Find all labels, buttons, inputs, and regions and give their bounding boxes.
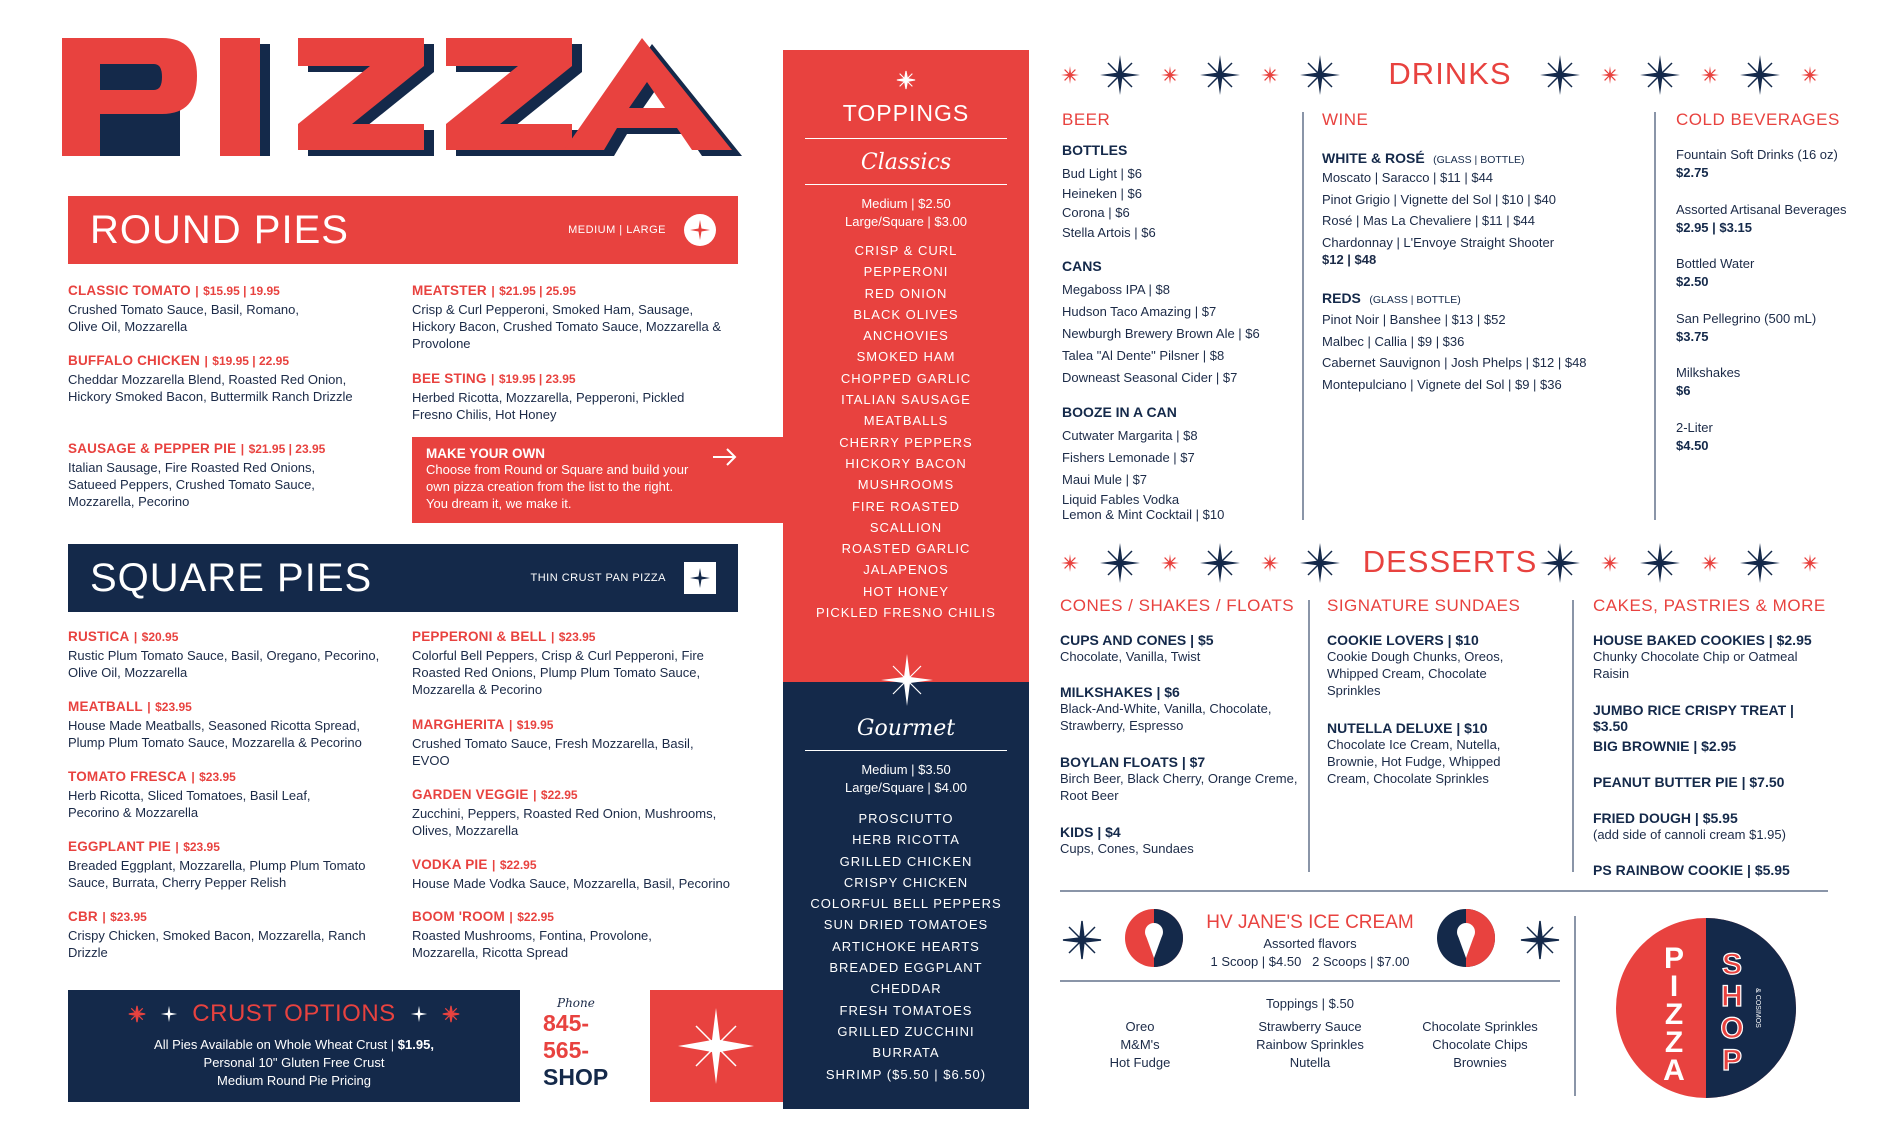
topping-item: SUN DRIED TOMATOES [823, 917, 989, 933]
dessert-name: BIG BROWNIE | $2.95 [1593, 738, 1737, 754]
ice-cream-title: HV JANE'S ICE CREAM [1206, 912, 1414, 933]
drink-item: Downeast Seasonal Cider | $7 [1062, 370, 1238, 385]
menu-item: RUSTICA | $20.95 Rustic Plum Tomato Sauce, Basil, Oregano, Pecorino, Olive Oil, Mozzarella [68, 629, 380, 680]
menu-item: EGGPLANT PIE | $23.95 Breaded Eggplant, Mozzarella, Plump Plum Tomato Sauce, Burrata, Cherry Pepper Relish [68, 839, 366, 890]
ice-cream-topping: Rainbow Sprinkles [1256, 1037, 1364, 1052]
star-icon [896, 70, 916, 90]
drink-item: Pinot Noir | Banshee | $13 | $52 [1322, 312, 1506, 327]
drink-item: Lemon & Mint Cocktail | $10 [1062, 507, 1225, 522]
drink-item: Bud Light | $6 [1062, 166, 1142, 181]
topping-item: SMOKED HAM [856, 349, 956, 365]
crust-price: $1.95, [397, 1037, 434, 1052]
logo-letter: Z [1664, 998, 1684, 1031]
topping-item: MEATBALLS [863, 413, 949, 429]
pizza-title-letters [62, 38, 742, 156]
ice-cream-topping: Strawberry Sauce [1258, 1019, 1362, 1034]
topping-item: GRILLED CHICKEN [839, 853, 973, 869]
toppings-classics-panel [783, 50, 1029, 682]
divider [1654, 112, 1656, 520]
dessert-item [1593, 702, 1828, 734]
star-icon [1300, 543, 1340, 583]
logo-letter: O [1720, 1012, 1744, 1045]
star-icon [1100, 55, 1140, 95]
logo-letter: H [1721, 980, 1743, 1013]
star-icon [684, 562, 716, 594]
menu-item: BEE STING | $19.95 | 23.95 Herbed Ricotta, Mozzarella, Pepperoni, Pickled Fresno Chilis, Hot Honey [412, 371, 685, 422]
cold-beverage-item [1676, 419, 1851, 455]
topping-item: CHOPPED GARLIC [840, 370, 972, 386]
make-your-own-desc: Choose from Round or Square and build your own pizza creation from the list to the right. You dream it, we make it. [426, 462, 689, 511]
drink-item: Megaboss IPA | $8 [1062, 282, 1170, 297]
dessert-item [1060, 754, 1300, 804]
dessert-desc: Chocolate, Vanilla, Twist [1060, 649, 1201, 664]
ice-cream-toppings-col-1 [1070, 1018, 1210, 1072]
cold-beverage-item [1676, 146, 1851, 182]
divider [805, 138, 1007, 139]
dessert-item [1060, 632, 1300, 665]
cold-beverage-item [1676, 255, 1851, 291]
logo-letter: S [1721, 948, 1743, 981]
dessert-item [1060, 684, 1300, 734]
topping-item: HICKORY BACON [845, 455, 967, 471]
star-icon [1200, 543, 1240, 583]
topping-item: HOT HONEY [862, 583, 950, 599]
drink-item: Pinot Grigio | Vignette del Sol | $10 | $40 [1322, 191, 1556, 207]
ice-cream-topping: Chocolate Chips [1432, 1037, 1528, 1052]
square-pies-note: THIN CRUST PAN PIZZA [530, 572, 666, 584]
round-pies-band [68, 196, 738, 264]
cold-beverage-price: $6 [1676, 383, 1691, 398]
gourmet-price-large: Large/Square | $4.00 [845, 780, 967, 795]
drink-item: Rosé | Mas La Chevaliere | $11 | $44 [1322, 213, 1535, 228]
square-pies-title: SQUARE PIES [90, 555, 373, 600]
star-icon [1740, 543, 1780, 583]
gourmet-label: Gourmet [856, 716, 956, 741]
make-your-own-title: MAKE YOUR OWN [426, 446, 546, 461]
white-rose-heading: WHITE & ROSÉ (GLASS | BOTTLE) [1322, 150, 1525, 166]
star-icon [410, 1005, 428, 1023]
divider [805, 750, 1007, 751]
star-icon [1601, 66, 1619, 84]
make-your-own-box [412, 437, 783, 523]
cold-beverage-price: $2.95 | $3.15 [1676, 219, 1752, 235]
star-icon [1161, 554, 1179, 572]
drink-item: Cutwater Margarita | $8 [1062, 428, 1198, 443]
dessert-desc: Cookie Dough Chunks, Oreos, Whipped Cream, Chocolate Sprinkles [1327, 649, 1504, 698]
menu-item: CLASSIC TOMATO | $15.95 | 19.95 Crushed Tomato Sauce, Basil, Romano, Olive Oil, Mozzarella [68, 283, 299, 334]
round-pies-sizes: MEDIUM | LARGE [568, 224, 666, 236]
menu-item: SAUSAGE & PEPPER PIE | $21.95 | 23.95 Italian Sausage, Fire Roasted Red Onions, Satueed Peppers, Crushed Tomato Sauce, Mozzarella, Pecorino [68, 441, 326, 509]
ice-cream-topping: Hot Fudge [1109, 1055, 1171, 1070]
dessert-name: PS RAINBOW COOKIE | $5.95 [1593, 862, 1790, 878]
menu-item: MEATBALL | $23.95 House Made Meatballs, Seasoned Ricotta Spread, Plump Plum Tomato Sauce, Mozzarella & Pecorino [68, 699, 362, 750]
cold-beverage-item [1676, 310, 1851, 346]
dessert-name: HOUSE BAKED COOKIES | $2.95 [1593, 632, 1812, 648]
dessert-item [1593, 738, 1828, 754]
cold-beverages-title: COLD BEVERAGES [1676, 110, 1840, 129]
divider [1308, 600, 1310, 872]
star-icon [1801, 66, 1819, 84]
topping-item: GRILLED ZUCCHINI [837, 1023, 975, 1039]
drink-item: Montepulciano | Vignete del Sol | $9 | $36 [1322, 376, 1562, 392]
logo-letter: P [1663, 942, 1685, 975]
dessert-item [1327, 632, 1537, 699]
star-icon [1540, 55, 1580, 95]
divider [1302, 112, 1304, 520]
star-icon [1062, 920, 1102, 960]
sundaes-title: SIGNATURE SUNDAES [1327, 596, 1521, 615]
starburst-icon [650, 990, 783, 1102]
bottles-title: BOTTLES [1062, 142, 1128, 158]
dessert-item [1593, 810, 1828, 843]
star-icon [1161, 66, 1179, 84]
dessert-desc: Chocolate Ice Cream, Nutella, Brownie, Hot Fudge, Whipped Cream, Chocolate Sprinkles [1327, 737, 1501, 786]
star-icon [1701, 554, 1719, 572]
cold-beverage-item [1676, 201, 1851, 237]
topping-item: ITALIAN SAUSAGE [841, 392, 971, 408]
crust-line-2: Personal 10" Gluten Free Crust [203, 1055, 385, 1070]
phone-line-2: 565- [543, 1037, 590, 1063]
classics-price-large: Large/Square | $3.00 [845, 214, 967, 229]
menu-item: BUFFALO CHICKEN | $19.95 | 22.95 Cheddar Mozzarella Blend, Roasted Red Onion, Hickory Smoked Bacon, Buttermilk Ranch Drizzle [68, 353, 353, 404]
cold-beverage-name: Milkshakes [1676, 365, 1741, 380]
pizza-shop-logo [1614, 916, 1798, 1100]
phone-line-3: SHOP [543, 1064, 609, 1090]
topping-item: CHERRY PEPPERS [839, 434, 973, 450]
cold-beverage-name: Fountain Soft Drinks (16 oz) [1676, 147, 1838, 162]
cold-beverage-name: 2-Liter [1676, 419, 1713, 435]
dessert-desc: Black-And-White, Vanilla, Chocolate, Strawberry, Espresso [1060, 701, 1272, 733]
crust-options-title: CRUST OPTIONS [192, 1000, 396, 1027]
divider [805, 184, 1007, 185]
star-icon [128, 1005, 146, 1023]
crust-options-box: CRUST OPTIONS All Pies Available on Whole Wheat Crust | $1.95, Personal 10" Gluten Free Crust Medium Round Pie Pricing [68, 990, 520, 1102]
menu-item: BOOM 'ROOM | $22.95 Roasted Mushrooms, Fontina, Provolone, Mozzarella, Ricotta Spread [412, 909, 652, 960]
menu-item: CBR | $23.95 Crispy Chicken, Smoked Bacon, Mozzarella, Ranch Drizzle [68, 909, 366, 960]
decor-star-box [650, 990, 783, 1102]
cold-beverage-price: $4.50 [1676, 437, 1709, 453]
booze-title: BOOZE IN A CAN [1062, 404, 1177, 420]
star-icon [1801, 554, 1819, 572]
menu-item: TOMATO FRESCA | $23.95 Herb Ricotta, Sliced Tomatoes, Basil Leaf, Pecorino & Mozzarella [68, 769, 311, 820]
star-icon [1740, 55, 1780, 95]
star-icon [1100, 543, 1140, 583]
star-icon [1520, 920, 1560, 960]
drink-item: $12 | $48 [1322, 252, 1377, 267]
ice-cream-topping: Brownies [1453, 1055, 1507, 1070]
ice-cream-topping: Nutella [1289, 1055, 1331, 1070]
star-icon [1261, 66, 1279, 84]
dessert-item [1060, 824, 1300, 857]
topping-item: RED ONION [864, 285, 948, 301]
classics-list [783, 240, 1029, 623]
cold-beverage-price: $2.75 [1676, 165, 1709, 180]
toppings-title: TOPPINGS [842, 100, 970, 126]
topping-item: SHRIMP ($5.50 | $6.50) [825, 1066, 987, 1082]
topping-item: BLACK OLIVES [853, 306, 959, 322]
star-icon [684, 214, 716, 246]
drink-item: Corona | $6 [1062, 205, 1130, 220]
ice-cream-subtitle: Assorted flavors [1263, 936, 1357, 951]
star-icon [1200, 55, 1240, 95]
cones-title: CONES / SHAKES / FLOATS [1060, 596, 1295, 615]
ice-cream-toppings-col-2 [1240, 1018, 1380, 1072]
menu-item: GARDEN VEGGIE | $22.95 Zucchini, Peppers, Roasted Red Onion, Mushrooms, Olives, Mozzarella [412, 787, 717, 838]
dessert-item [1327, 720, 1537, 787]
cakes-title: CAKES, PASTRIES & MORE [1593, 596, 1826, 615]
drink-item: Moscato | Saracco | $11 | $44 [1322, 170, 1494, 185]
drink-item: Talea "Al Dente" Pilsner | $8 [1062, 348, 1225, 363]
topping-item: CHEDDAR [870, 981, 942, 997]
topping-item: ROASTED GARLIC [841, 541, 971, 557]
ice-cream-topping: Oreo [1125, 1019, 1155, 1034]
dessert-item [1593, 862, 1828, 878]
ice-cream-toppings-label: Toppings | $.50 [1266, 996, 1354, 1011]
drink-item: Hudson Taco Amazing | $7 [1062, 304, 1217, 319]
cold-beverage-name: San Pellegrino (500 mL) [1676, 310, 1817, 326]
phone-block [543, 996, 633, 1091]
menu-item: MARGHERITA | $19.95 Crushed Tomato Sauce, Fresh Mozzarella, Basil, EVOO [412, 717, 694, 768]
ice-cream-cone-icon [1436, 908, 1496, 968]
starburst-icon [879, 652, 935, 708]
svg-text:& COSIMOS: & COSIMOS [1754, 988, 1761, 1028]
star-icon [1261, 554, 1279, 572]
drink-item: Fishers Lemonade | $7 [1062, 450, 1195, 465]
desserts-title: DESSERTS [1362, 544, 1538, 579]
star-icon [442, 1005, 460, 1023]
dessert-name: JUMBO RICE CRISPY TREAT | $3.50 [1593, 702, 1794, 734]
gourmet-price-medium: Medium | $3.50 [861, 762, 951, 777]
square-pies-band [68, 544, 738, 612]
dessert-name: KIDS | $4 [1060, 824, 1121, 840]
topping-item: CRISP & CURL [854, 243, 958, 258]
divider [1574, 916, 1576, 1096]
topping-item: CRISPY CHICKEN [843, 874, 969, 890]
ice-cream-toppings-col-3 [1400, 1018, 1560, 1072]
cold-beverage-name: Bottled Water [1676, 256, 1755, 271]
ice-cream-topping: M&M's [1120, 1037, 1160, 1052]
beer-title: BEER [1062, 110, 1111, 129]
topping-item: BURRATA [872, 1045, 940, 1061]
cold-beverage-price: $2.50 [1676, 274, 1709, 289]
logo-letter: Z [1664, 1026, 1684, 1059]
dessert-name: MILKSHAKES | $6 [1060, 684, 1180, 700]
divider [1572, 600, 1574, 872]
logo-letter: I [1669, 970, 1679, 1003]
gourmet-list [783, 808, 1029, 1085]
cold-beverage-name: Assorted Artisanal Beverages [1676, 201, 1847, 217]
divider [1060, 890, 1828, 892]
drink-item: Stella Artois | $6 [1062, 224, 1156, 240]
topping-item: COLORFUL BELL PEPPERS [810, 896, 1002, 912]
star-icon [1061, 554, 1079, 572]
dessert-name: BOYLAN FLOATS | $7 [1060, 754, 1206, 770]
dessert-name: COOKIE LOVERS | $10 [1327, 632, 1479, 648]
toppings-gourmet-panel [783, 682, 1029, 1109]
drink-item: Chardonnay | L'Envoye Straight Shooter [1322, 234, 1555, 250]
topping-item: FRESH TOMATOES [839, 1002, 973, 1018]
topping-item: SCALLION [869, 519, 943, 535]
dessert-desc: Birch Beer, Black Cherry, Orange Creme, Root Beer [1060, 771, 1298, 803]
ice-cream-pricing: 1 Scoop | $4.50 2 Scoops | $7.00 [1210, 954, 1410, 969]
divider [1060, 980, 1560, 982]
topping-item: FIRE ROASTED [851, 498, 961, 514]
cold-beverage-item [1676, 364, 1851, 400]
crust-line-3: Medium Round Pie Pricing [217, 1073, 371, 1088]
star-icon [1061, 66, 1079, 84]
dessert-desc: Cups, Cones, Sundaes [1060, 841, 1194, 856]
logo-letter: A [1663, 1054, 1685, 1087]
menu-item: MEATSTER | $21.95 | 25.95 Crisp & Curl Pepperoni, Smoked Ham, Sausage, Hickory Bacon, Crushed Tomato Sauce, Mozzarella & Provolone [412, 283, 722, 351]
drink-item: Cabernet Sauvignon | Josh Phelps | $12 | $48 [1322, 355, 1587, 370]
classics-label: Classics [860, 150, 952, 175]
wine-title: WINE [1322, 110, 1369, 129]
topping-item: HERB RICOTTA [852, 832, 960, 848]
reds-heading: REDS (GLASS | BOTTLE) [1322, 290, 1461, 306]
phone-label: Phone [557, 996, 595, 1010]
topping-item: ANCHOVIES [863, 328, 949, 344]
classics-price-medium: Medium | $2.50 [861, 196, 951, 211]
star-icon [1300, 55, 1340, 95]
dessert-name: NUTELLA DELUXE | $10 [1327, 720, 1488, 736]
star-icon [160, 1005, 178, 1023]
topping-item: ARTICHOKE HEARTS [832, 938, 980, 954]
drink-item: Maui Mule | $7 [1062, 472, 1148, 487]
dessert-name: FRIED DOUGH | $5.95 [1593, 810, 1738, 826]
cans-title: CANS [1062, 258, 1102, 274]
dessert-name: CUPS AND CONES | $5 [1060, 632, 1214, 648]
star-icon [1601, 554, 1619, 572]
ice-cream-cone-icon [1124, 908, 1184, 968]
star-icon [1640, 55, 1680, 95]
dessert-desc: Chunky Chocolate Chip or Oatmeal Raisin [1593, 649, 1798, 681]
topping-item: PICKLED FRESNO CHILIS [816, 605, 996, 621]
topping-item: PEPPERONI [863, 264, 949, 280]
topping-item: PROSCIUTTO [858, 811, 954, 826]
dessert-item [1593, 774, 1828, 790]
menu-item: PEPPERONI & BELL | $23.95 Colorful Bell Peppers, Crisp & Curl Pepperoni, Fire Roasted Red Onions, Plump Plum Tomato Sauce, Mozzarella & Pecorino [412, 629, 704, 697]
topping-item: BREADED EGGPLANT [829, 960, 983, 976]
crust-line-1: All Pies Available on Whole Wheat Crust [154, 1037, 388, 1052]
topping-item: MUSHROOMS [857, 477, 955, 493]
star-icon [1640, 543, 1680, 583]
cold-beverage-price: $3.75 [1676, 328, 1709, 344]
dessert-desc: (add side of cannoli cream $1.95) [1593, 827, 1786, 842]
menu-item: VODKA PIE | $22.95 House Made Vodka Sauce, Mozzarella, Basil, Pecorino [412, 857, 730, 891]
phone-line-1: 845- [543, 1010, 590, 1036]
star-icon [1701, 66, 1719, 84]
drinks-title: DRINKS [1388, 56, 1512, 91]
drink-item: Malbec | Callia | $9 | $36 [1322, 333, 1465, 349]
logo-letter: P [1721, 1044, 1743, 1077]
round-pies-title: ROUND PIES [90, 207, 349, 252]
ice-cream-topping: Chocolate Sprinkles [1422, 1019, 1538, 1034]
arrow-right-icon [712, 447, 738, 467]
drink-item: Newburgh Brewery Brown Ale | $6 [1062, 326, 1260, 341]
pizza-title [62, 38, 742, 168]
drink-item: Heineken | $6 [1062, 185, 1142, 201]
dessert-name: PEANUT BUTTER PIE | $7.50 [1593, 774, 1785, 790]
drink-item: Liquid Fables Vodka [1062, 492, 1180, 507]
dessert-item [1593, 632, 1828, 682]
topping-item: JALAPENOS [863, 562, 949, 578]
